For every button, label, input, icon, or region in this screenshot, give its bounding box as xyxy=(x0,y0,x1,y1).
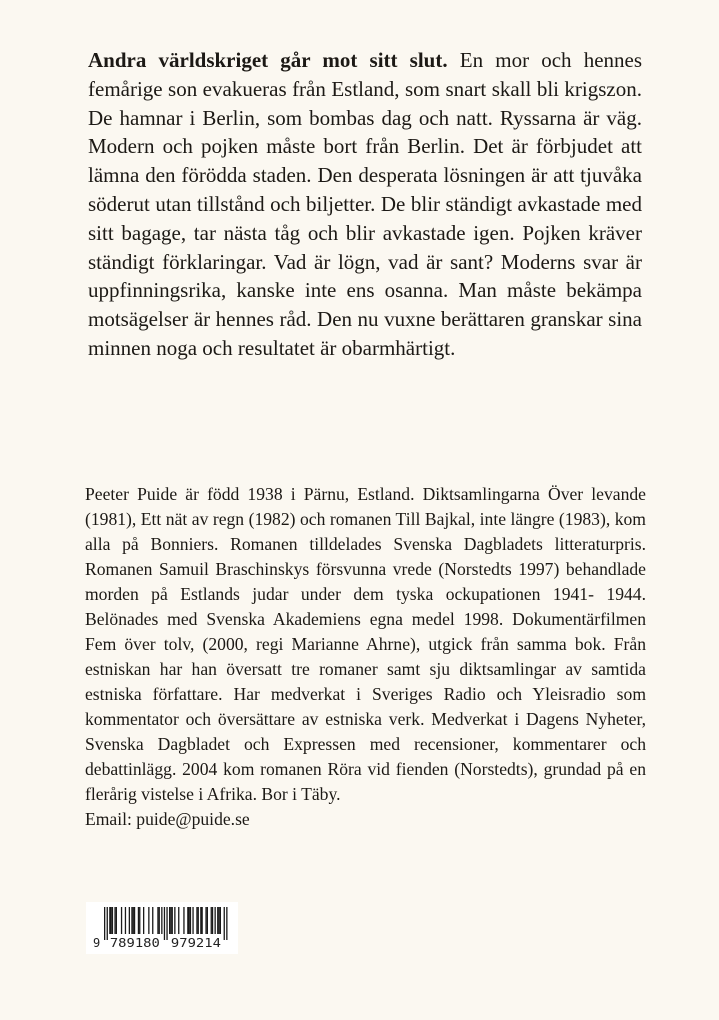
ean13-barcode-icon xyxy=(91,905,233,951)
svg-text:979214: 979214 xyxy=(170,936,221,950)
barcode xyxy=(86,902,238,954)
synopsis-body: En mor och hennes femårige son evakueras från Estland, som snart skall bli krigszon. De hamnar i Berlin, som bombas dag och natt. Ryssarna är väg. Modern och pojken måste bort från Berlin. Det är förbjudet att lämna den förödda staden. Den desperata lösningen är att tjuvåka söderut utan tillstånd och biljetter. De blir ständigt avkastade med sitt bagage, tar nästa tåg och blir avkastade igen. Pojken kräver ständigt förklaringar. Vad är lögn, vad är sant? Moderns svar är uppfinningsrika, kanske inte ens osanna. Man måste bekämpa motsägelser är hennes råd. Den nu vuxne berättaren granskar sina minnen noga och resultatet är obarmhärtigt. xyxy=(88,48,643,360)
synopsis-paragraph xyxy=(88,46,642,363)
author-email: Email: puide@puide.se xyxy=(85,809,250,829)
bio-text: Peeter Puide är född 1938 i Pärnu, Estland. Diktsamlingarna Över levande (1981), Ett nät av regn (1982) och romanen Till Bajkal, inte längre (1983), kom alla på Bonniers. Romanen tilldelades Svenska Dagbladets litteraturpris. Romanen Samuil Braschinskys försvunna vrede (Norstedts 1997) behandlade morden på Estlands judar under dem tyska ockupationen 1941- 1944. Belönades med Svenska Akademiens egna medel 1998. Dokumentärfilmen Fem över tolv, (2000, regi Marianne Ahrne), utgick från samma bok. Från estniskan har han översatt tre romaner samt sju diktsamlingar av samtida estniska författare. Har medverkat i Sveriges Radio och Yleisradio som kommentator och översättare av estniska verk. Medverkat i Dagens Nyheter, Svenska Dagbladet och Expressen med recensioner, kommentarer och debattinlägg. 2004 kom romanen Röra vid fienden (Norstedts), grundad på en flerårig vistelse i Afrika. Bor i Täby. xyxy=(85,484,646,804)
author-bio-paragraph xyxy=(85,482,646,832)
svg-text:789180: 789180 xyxy=(109,936,160,950)
synopsis-lead: Andra världskriget går mot sitt slut. xyxy=(88,48,448,72)
svg-text:9: 9 xyxy=(93,936,101,950)
